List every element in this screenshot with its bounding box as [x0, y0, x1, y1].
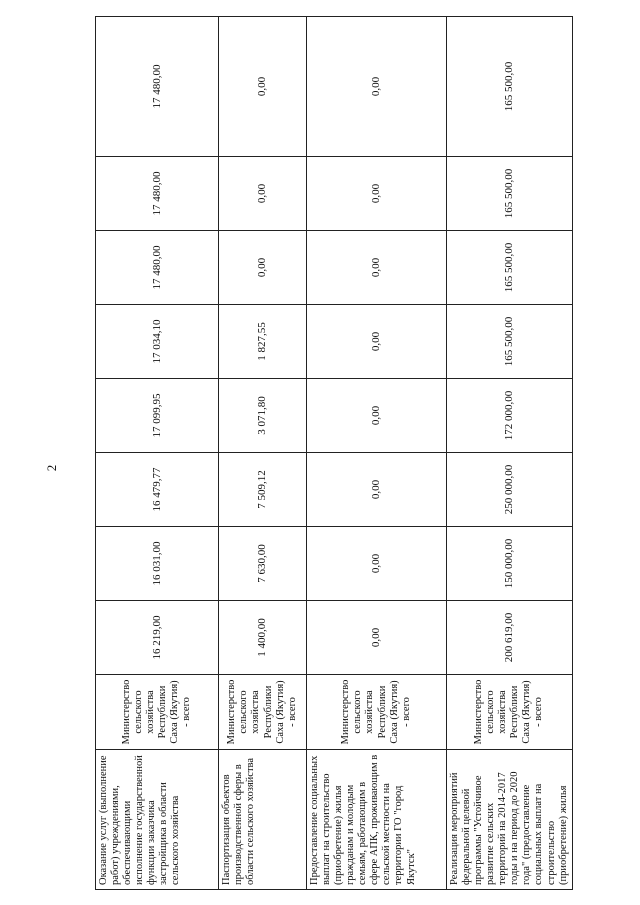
row-organization: Министерство сельского хозяйства Республики Саха (Якутия) - всего — [219, 675, 307, 750]
table-row — [447, 17, 573, 890]
rotated-budget-table — [95, 17, 569, 890]
row-description: Реализация мероприятий федеральной целевой программы "Устойчивое развитие сельских территорий на 2014-2017 годы и на период до 2020 года" (предоставление социальных выплат на строительство (приобретение) жилья — [447, 750, 573, 890]
value-cell: 172 000,00 — [447, 379, 573, 453]
value-cell: 17 480,00 — [96, 157, 219, 231]
value-cell: 0,00 — [219, 17, 307, 157]
value-cell: 0,00 — [307, 17, 447, 157]
value-cell: 0,00 — [307, 305, 447, 379]
value-cell: 17 480,00 — [96, 231, 219, 305]
value-cell: 0,00 — [219, 231, 307, 305]
page-number: 2 — [44, 464, 59, 472]
value-cell: 0,00 — [307, 379, 447, 453]
value-cell: 17 099,95 — [96, 379, 219, 453]
value-cell: 1 400,00 — [219, 601, 307, 675]
value-cell: 16 031,00 — [96, 527, 219, 601]
value-cell: 7 630,00 — [219, 527, 307, 601]
row-description: Предоставление социальных выплат на строительство (приобретение) жилья гражданам и молодым семьям, работающим в сфере АПК, проживающим в сельской местности на территории ГО "город Якутск" — [307, 750, 447, 890]
value-cell: 165 500,00 — [447, 231, 573, 305]
value-cell: 0,00 — [307, 601, 447, 675]
row-description: Оказание услуг (выполнение работ) учреждениями, обеспечивающими исполнение государственной функции заказчика застройщика в области сельского хозяйства — [96, 750, 219, 890]
value-cell: 165 500,00 — [447, 305, 573, 379]
row-description: Паспортизация объектов производственной сферы в области сельского хозяйства — [219, 750, 307, 890]
value-cell: 0,00 — [219, 157, 307, 231]
value-cell: 17 034,10 — [96, 305, 219, 379]
table-row — [307, 17, 447, 890]
value-cell: 250 000,00 — [447, 453, 573, 527]
value-cell: 16 219,00 — [96, 601, 219, 675]
value-cell: 0,00 — [307, 231, 447, 305]
value-cell: 3 071,80 — [219, 379, 307, 453]
value-cell: 0,00 — [307, 453, 447, 527]
value-cell: 1 827,55 — [219, 305, 307, 379]
row-organization: Министерство сельского хозяйства Республики Саха (Якутия) - всего — [307, 675, 447, 750]
budget-table — [95, 16, 573, 890]
value-cell: 17 480,00 — [96, 17, 219, 157]
value-cell: 165 500,00 — [447, 17, 573, 157]
value-cell: 0,00 — [307, 527, 447, 601]
value-cell: 150 000,00 — [447, 527, 573, 601]
value-cell: 200 619,00 — [447, 601, 573, 675]
value-cell: 7 509,12 — [219, 453, 307, 527]
table-row — [219, 17, 307, 890]
table-row — [96, 17, 219, 890]
value-cell: 165 500,00 — [447, 157, 573, 231]
row-organization: Министерство сельского хозяйства Республики Саха (Якутия) - всего — [96, 675, 219, 750]
value-cell: 16 479,77 — [96, 453, 219, 527]
value-cell: 0,00 — [307, 157, 447, 231]
row-organization: Министерство сельского хозяйства Республики Саха (Якутия) - всего — [447, 675, 573, 750]
